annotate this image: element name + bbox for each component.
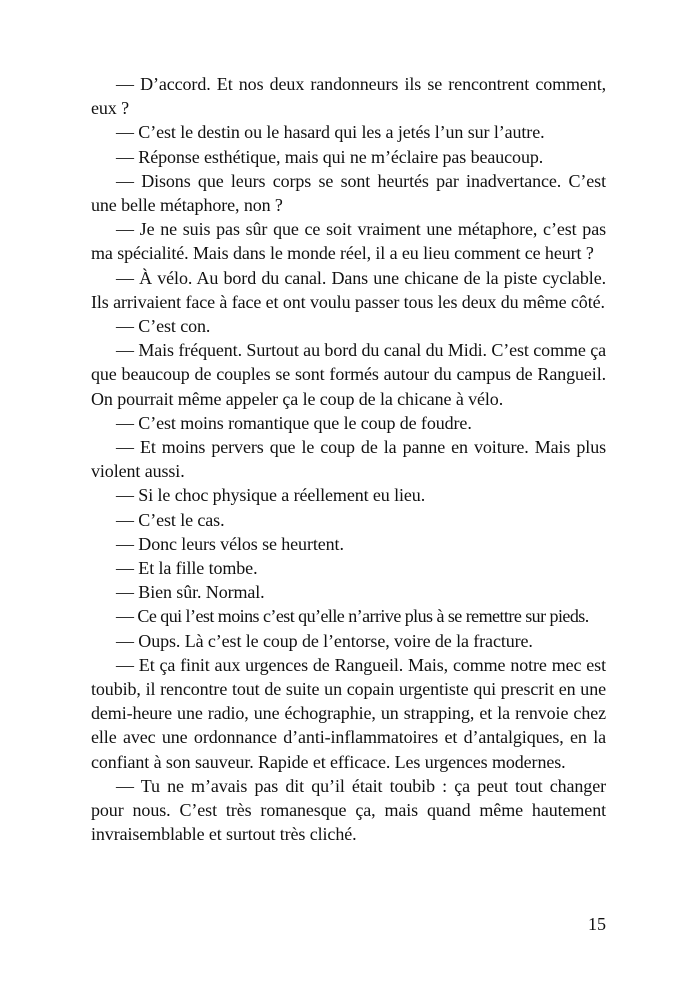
paragraph-9: — C’est moins romantique que le coup de foudre. bbox=[116, 412, 472, 433]
paragraph-10: — Et moins pervers que le coup de la panne en voiture. Mais plus violent aussi. bbox=[91, 437, 606, 482]
paragraph-5: — Je ne suis pas sûr que ce soit vraiment une métaphore, c’est pas ma spécialité. Mais dans le monde réel, il a eu lieu comment ce heurt ? bbox=[91, 219, 606, 264]
paragraph-15: — Bien sûr. Normal. bbox=[116, 582, 265, 603]
paragraph-6: — À vélo. Au bord du canal. Dans une chicane de la piste cyclable. Ils arrivaient face à face et ont voulu passer tous les deux du même côté. bbox=[91, 267, 606, 312]
page-text bbox=[91, 72, 606, 847]
paragraph-17: — Oups. Là c’est le coup de l’entorse, voire de la fracture. bbox=[116, 630, 533, 651]
paragraph-16: — Ce qui l’est moins c’est qu’elle n’arrive plus à se remettre sur pieds. bbox=[116, 606, 589, 627]
paragraph-7: — C’est con. bbox=[116, 316, 211, 337]
paragraph-4: — Disons que leurs corps se sont heurtés par inadvertance. C’est une belle métaphore, non ? bbox=[91, 170, 606, 216]
page-number: 15 bbox=[588, 914, 606, 934]
paragraph-1: — D’accord. Et nos deux randonneurs ils se rencontrent comment, eux ? bbox=[91, 74, 606, 119]
paragraph-8: — Mais fréquent. Surtout au bord du canal du Midi. C’est comme ça que beaucoup de couples se sont formés autour du campus de Rangueil. On pourrait même appeler ça le coup de la chicane à vélo. bbox=[91, 340, 606, 409]
paragraph-11: — Si le choc physique a réellement eu lieu. bbox=[116, 485, 426, 506]
paragraph-13: — Donc leurs vélos se heurtent. bbox=[116, 533, 344, 554]
paragraph-18: — Et ça finit aux urgences de Rangueil. Mais, comme notre mec est toubib, il rencontre tout de suite un copain urgentiste qui prescrit en une demi-heure une radio, une échographie, un strapping, et la renvoie chez elle avec une ordonnance d’anti-inflammatoires et d’antalgiques, en la confiant à son sauveur. Rapide et efficace. Les urgences modernes. bbox=[91, 654, 606, 772]
paragraph-2: — C’est le destin ou le hasard qui les a jetés l’un sur l’autre. bbox=[116, 122, 545, 143]
paragraph-12: — C’est le cas. bbox=[116, 509, 225, 530]
paragraph-14: — Et la fille tombe. bbox=[116, 558, 258, 579]
paragraph-19: — Tu ne m’avais pas dit qu’il était toubib : ça peut tout changer pour nous. C’est très romanesque ça, mais quand même hautement invraisemblable et surtout très cliché. bbox=[91, 775, 606, 845]
paragraph-3: — Réponse esthétique, mais qui ne m’éclaire pas beaucoup. bbox=[116, 146, 544, 167]
